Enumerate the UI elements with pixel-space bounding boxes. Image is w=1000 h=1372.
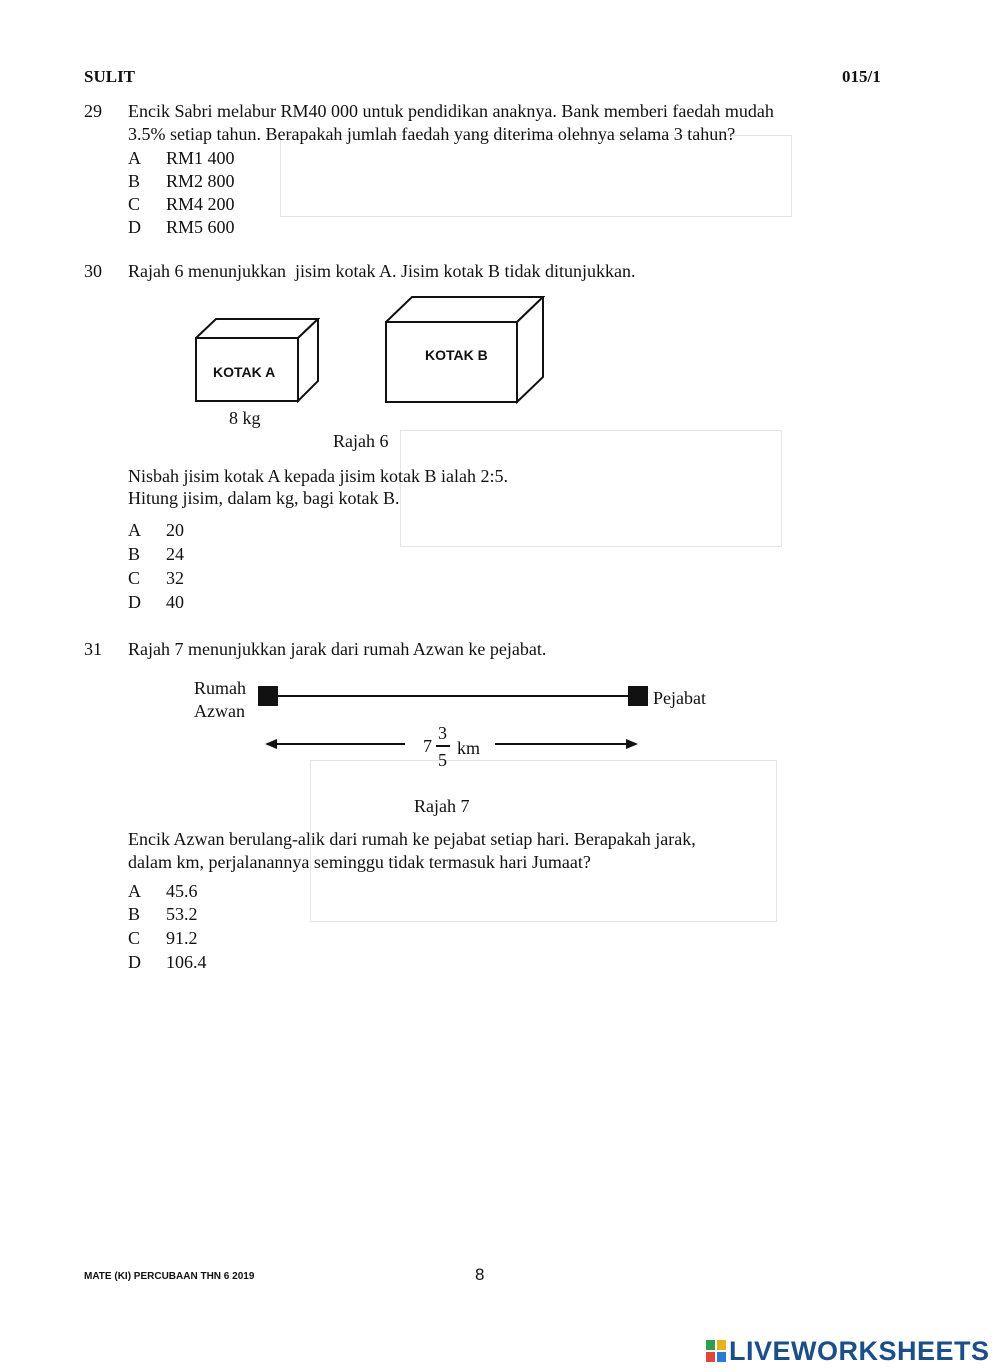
office-label: Pejabat <box>653 688 706 708</box>
q31-number: 31 <box>84 639 102 659</box>
q31-option-b[interactable] <box>128 903 328 925</box>
footer-left: MATE (KI) PERCUBAAN THN 6 2019 <box>84 1271 255 1282</box>
q29-line2: 3.5% setiap tahun. Berapakah jumlah faedah yang diterima olehnya selama 3 tahun? <box>128 124 736 144</box>
option-letter: C <box>128 928 141 948</box>
option-letter: D <box>128 592 141 612</box>
distance-denominator: 5 <box>438 750 447 770</box>
header-right: 015/1 <box>842 67 881 86</box>
bleed-through-table <box>400 430 782 547</box>
option-text: 53.2 <box>166 904 198 924</box>
option-text: 32 <box>166 568 184 588</box>
option-letter: C <box>128 568 141 588</box>
q29-option-c[interactable] <box>128 193 328 215</box>
option-letter: B <box>128 544 141 564</box>
option-text: RM1 400 <box>166 148 235 168</box>
box-a-mass: 8 kg <box>229 408 261 428</box>
q29-option-d[interactable] <box>128 216 328 238</box>
home-marker <box>258 686 278 706</box>
arrow-left-head <box>265 739 277 749</box>
q30-line3: Nisbah jisim kotak A kepada jisim kotak B ialah 2:5. <box>128 466 508 486</box>
distance-unit: km <box>457 738 481 758</box>
option-text: 45.6 <box>166 881 198 901</box>
option-letter: D <box>128 952 141 972</box>
fraction-bar <box>436 745 450 747</box>
option-text: 20 <box>166 520 184 540</box>
arrow-right-head <box>626 739 638 749</box>
q31-stem: Rajah 7 menunjukkan jarak dari rumah Azwan ke pejabat. <box>128 639 547 659</box>
q31-options <box>128 880 378 976</box>
option-letter: A <box>128 520 141 540</box>
q31-line1: Encik Azwan berulang-alik dari rumah ke pejabat setiap hari. Berapakah jarak, <box>128 829 696 849</box>
header-left: SULIT <box>84 67 136 86</box>
q31-option-a[interactable] <box>128 880 328 902</box>
option-letter: B <box>128 171 141 191</box>
distance-whole: 7 <box>423 736 432 756</box>
option-text: RM4 200 <box>166 194 235 214</box>
q30-option-c[interactable] <box>128 567 328 589</box>
q30-line4: Hitung jisim, dalam kg, bagi kotak B. <box>128 488 400 508</box>
option-text: RM5 600 <box>166 217 235 237</box>
home-label-2: Azwan <box>194 701 245 721</box>
q30-number: 30 <box>84 261 102 281</box>
q29-option-b[interactable] <box>128 170 328 192</box>
q31-option-c[interactable] <box>128 927 328 949</box>
option-letter: A <box>128 881 141 901</box>
distance-diagram <box>255 682 650 762</box>
option-text: 91.2 <box>166 928 198 948</box>
q31-option-d[interactable] <box>128 951 328 973</box>
q30-option-b[interactable] <box>128 543 328 565</box>
option-text: RM2 800 <box>166 171 235 191</box>
q29-option-a[interactable] <box>128 147 328 169</box>
q30-options <box>128 519 378 615</box>
option-letter: C <box>128 194 141 214</box>
option-letter: A <box>128 148 141 168</box>
option-text: 106.4 <box>166 952 207 972</box>
q30-option-d[interactable] <box>128 591 328 613</box>
q30-option-a[interactable] <box>128 519 328 541</box>
page-number: 8 <box>475 1265 485 1284</box>
office-marker <box>628 686 648 706</box>
q31-caption: Rajah 7 <box>414 796 470 816</box>
option-letter: B <box>128 904 141 924</box>
distance-numerator: 3 <box>438 723 447 743</box>
q31-line2: dalam km, perjalanannya seminggu tidak termasuk hari Jumaat? <box>128 852 591 872</box>
q29-number: 29 <box>84 101 102 121</box>
box-b-label: KOTAK B <box>425 347 488 363</box>
q29-options <box>128 147 378 243</box>
option-text: 24 <box>166 544 184 564</box>
brand-logo-icon <box>706 1340 726 1362</box>
box-a-figure <box>195 318 320 403</box>
option-letter: D <box>128 217 141 237</box>
home-label-1: Rumah <box>194 678 246 698</box>
q30-caption: Rajah 6 <box>333 431 389 451</box>
q30-stem: Rajah 6 menunjukkan jisim kotak A. Jisim kotak B tidak ditunjukkan. <box>128 261 636 281</box>
option-text: 40 <box>166 592 184 612</box>
q29-line1: Encik Sabri melabur RM40 000 untuk pendidikan anaknya. Bank memberi faedah mudah <box>128 101 774 121</box>
box-a-label: KOTAK A <box>213 364 276 380</box>
brand-text[interactable]: LIVEWORKSHEETS <box>729 1336 990 1366</box>
